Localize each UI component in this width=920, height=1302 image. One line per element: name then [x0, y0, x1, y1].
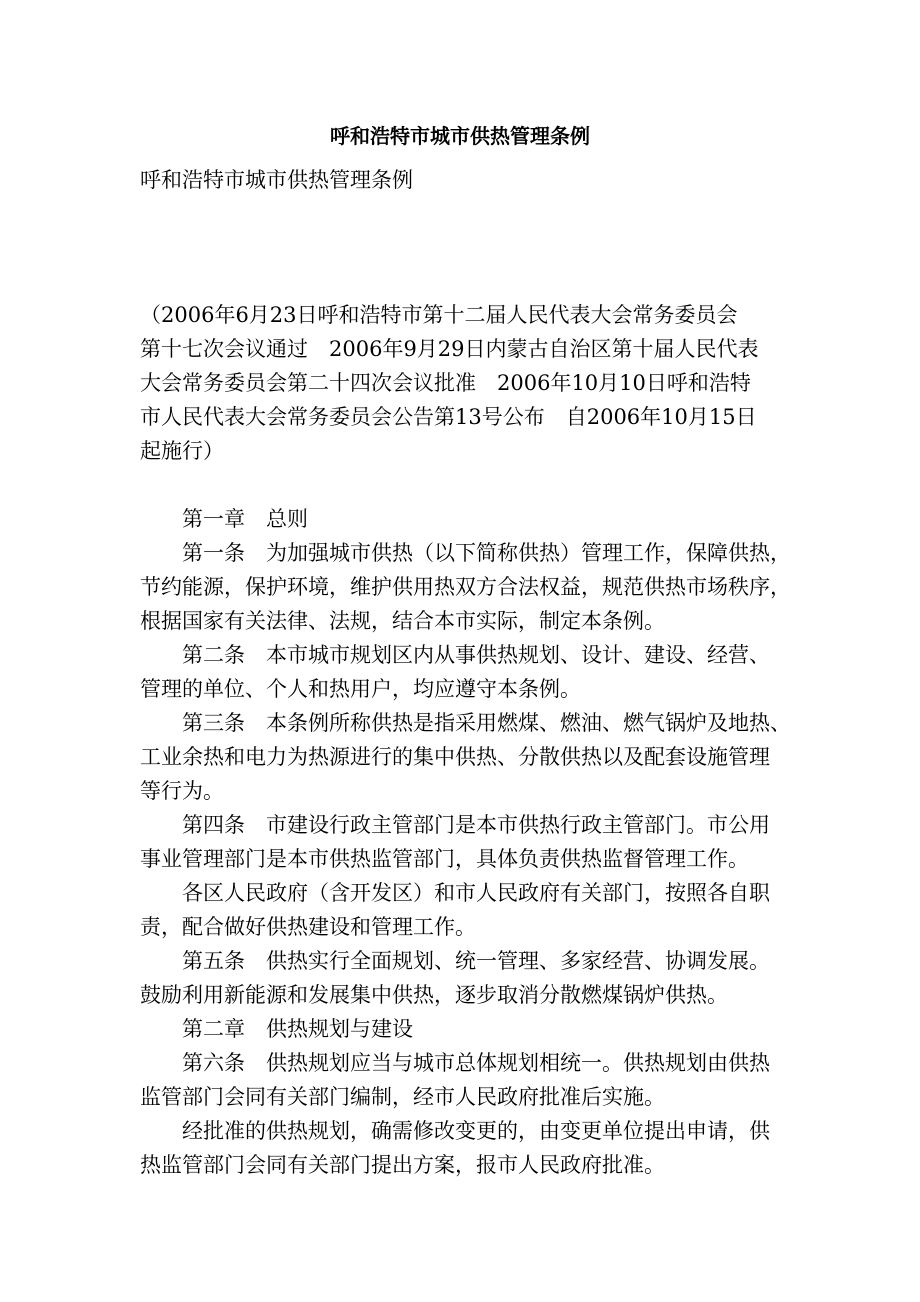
preamble-line: 大会常务委员会第二十四次会议批准 2006年10月10日呼和浩特 — [140, 371, 751, 395]
article-2 — [140, 638, 808, 706]
article-line: 第一条 为加强城市供热（以下简称供热）管理工作，保障供热， — [182, 541, 791, 565]
preamble-line: 第十七次会议通过 2006年9月29日内蒙古自治区第十届人民代表 — [140, 337, 759, 361]
article-line: 第四条 市建设行政主管部门是本市供热行政主管部门。市公用 — [182, 813, 770, 837]
article-line: 等行为。 — [140, 779, 224, 803]
article-1 — [140, 536, 808, 638]
article-line: 管理的单位、个人和热用户，均应遵守本条例。 — [140, 677, 581, 701]
article-line: 经批准的供热规划，确需修改变更的，由变更单位提出申请，供 — [182, 1119, 770, 1143]
article-4 — [140, 808, 808, 944]
document-title: 呼和浩特市城市供热管理条例 — [330, 124, 590, 148]
article-line: 各区人民政府（含开发区）和市人民政府有关部门，按照各自职 — [182, 881, 770, 905]
article-line: 工业余热和电力为热源进行的集中供热、分散供热以及配套设施管理 — [140, 745, 770, 769]
document-body — [140, 298, 808, 1182]
article-line: 第二条 本市城市规划区内从事供热规划、设计、建设、经营、 — [182, 643, 770, 667]
article-line: 事业管理部门是本市供热监管部门，具体负责供热监督管理工作。 — [140, 847, 749, 871]
preamble — [140, 298, 808, 468]
article-line: 鼓励利用新能源和发展集中供热，逐步取消分散燃煤锅炉供热。 — [140, 983, 728, 1007]
article-line: 第五条 供热实行全面规划、统一管理、多家经营、协调发展。 — [182, 949, 770, 973]
article-line: 第三条 本条例所称供热是指采用燃煤、燃油、燃气锅炉及地热、 — [182, 711, 791, 735]
article-line: 监管部门会同有关部门编制，经市人民政府批准后实施。 — [140, 1085, 665, 1109]
article-6 — [140, 1046, 808, 1182]
spacer — [140, 468, 808, 502]
article-line: 节约能源，保护环境，维护供用热双方合法权益，规范供热市场秩序， — [140, 575, 791, 599]
article-5 — [140, 944, 808, 1012]
article-line: 责，配合做好供热建设和管理工作。 — [140, 915, 476, 939]
preamble-line: 市人民代表大会常务委员会公告第13号公布 自2006年10月15日 — [140, 405, 757, 429]
article-line: 根据国家有关法律、法规，结合本市实际，制定本条例。 — [140, 609, 665, 633]
preamble-line: 起施行） — [140, 439, 224, 463]
chapter-heading-1: 第一章 总则 — [182, 507, 308, 531]
article-line: 第六条 供热规划应当与城市总体规划相统一。供热规划由供热 — [182, 1051, 770, 1075]
document-subtitle: 呼和浩特市城市供热管理条例 — [140, 168, 413, 192]
article-3 — [140, 706, 808, 808]
preamble-line: （2006年6月23日呼和浩特市第十二届人民代表大会常务委员会 — [140, 303, 738, 327]
article-line: 热监管部门会同有关部门提出方案，报市人民政府批准。 — [140, 1153, 665, 1177]
chapter-heading-2: 第二章 供热规划与建设 — [182, 1017, 413, 1041]
